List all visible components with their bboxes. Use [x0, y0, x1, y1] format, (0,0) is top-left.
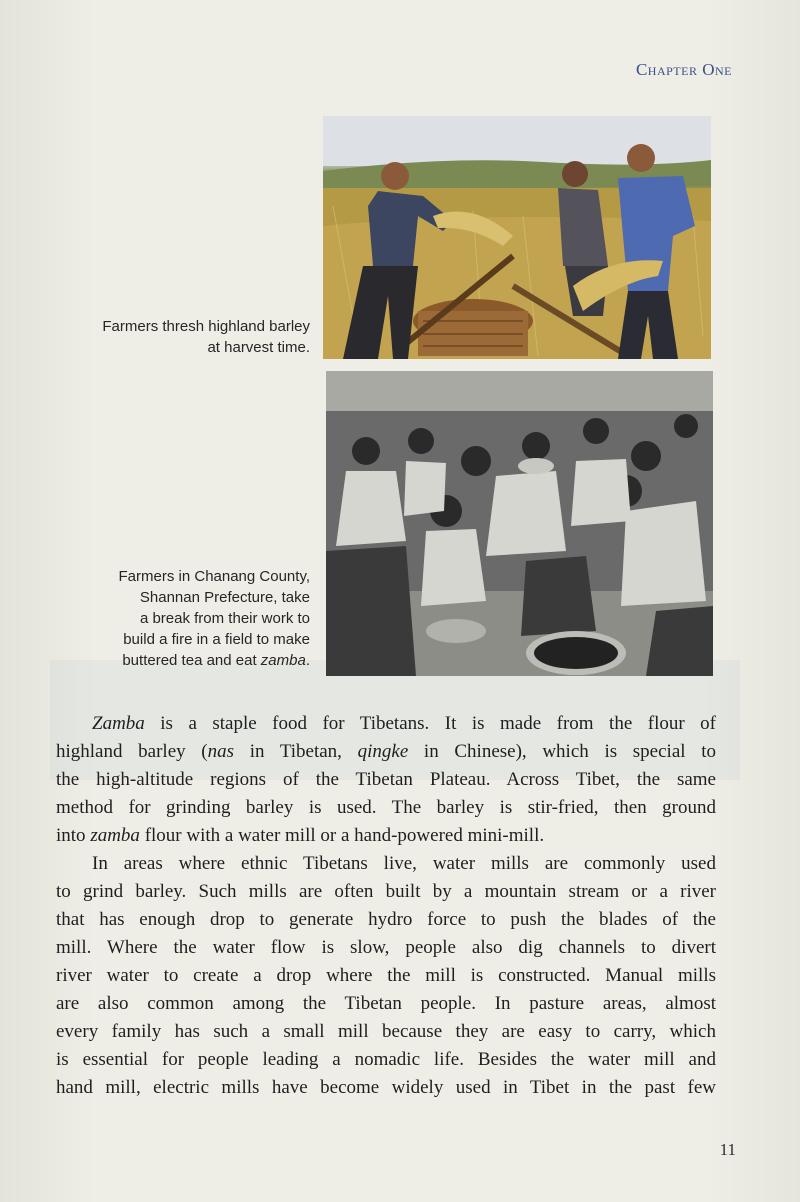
photo-farmers-break: [326, 371, 713, 676]
italic-term: qingke: [357, 741, 409, 762]
caption-threshing: [70, 316, 310, 358]
caption-line: Shannan Prefecture, take: [139, 589, 310, 606]
farmers-break-scene-illustration: [326, 371, 713, 676]
caption-line-last: [70, 650, 310, 671]
threshing-scene-illustration: [323, 116, 711, 359]
text-line: In areas where ethnic Tibetans live, water mills are commonly used: [92, 853, 716, 874]
paragraph-2: [56, 850, 716, 1102]
caption-line: a break from their work to: [139, 610, 310, 627]
text-run: is a staple food for Tibetans. It is made from the flour of: [144, 713, 716, 734]
text-run: into: [56, 825, 91, 846]
text-line: mill. Where the water flow is slow, people also dig channels to divert: [56, 937, 716, 958]
text-run: flour with a water mill or a hand-powered mini-mill.: [139, 825, 545, 846]
caption-line: build a fire in a field to make: [123, 631, 310, 648]
text-line: to grind barley. Such mills are often built by a mountain stream or a river: [56, 881, 716, 902]
caption-farmers-break: [70, 566, 310, 671]
page-number: 11: [719, 1140, 736, 1159]
caption-line: Farmers thresh highland barley: [102, 318, 310, 335]
text-line: method for grinding barley is used. The barley is stir-fried, then ground: [56, 797, 716, 818]
text-line: hand mill, electric mills have become widely used in Tibet in the past few: [56, 1077, 716, 1098]
caption-line: at harvest time.: [207, 339, 310, 356]
caption-line: Farmers in Chanang County,: [118, 568, 310, 585]
text-line: [56, 822, 716, 850]
caption-text: buttered tea and eat: [122, 652, 261, 669]
text-line: are also common among the Tibetan people. In pasture areas, almost: [56, 993, 716, 1014]
paragraph-1: [56, 710, 716, 850]
caption-period: .: [305, 652, 310, 669]
caption-italic-term: zamba: [260, 652, 306, 669]
italic-term: zamba: [90, 825, 140, 846]
running-head: Chapter One: [635, 60, 732, 79]
text-line: that has enough drop to generate hydro force to push the blades of the: [56, 909, 716, 930]
text-run: in Chinese), which is special to: [408, 741, 716, 762]
italic-term: Zamba: [92, 713, 145, 734]
text-line: [56, 738, 716, 766]
text-line: every family has such a small mill because they are easy to carry, which: [56, 1021, 716, 1042]
photo-threshing-barley: [323, 116, 711, 359]
body-text: [56, 710, 716, 1102]
text-run: in Tibetan,: [234, 741, 358, 762]
text-line: is essential for people leading a nomadic life. Besides the water mill and: [56, 1049, 716, 1070]
text-line: river water to create a drop where the mill is constructed. Manual mills: [56, 965, 716, 986]
text-line: the high-altitude regions of the Tibetan Plateau. Across Tibet, the same: [56, 769, 716, 790]
text-line: [56, 710, 716, 738]
italic-term: nas: [207, 741, 235, 762]
text-run: highland barley (: [56, 741, 208, 762]
